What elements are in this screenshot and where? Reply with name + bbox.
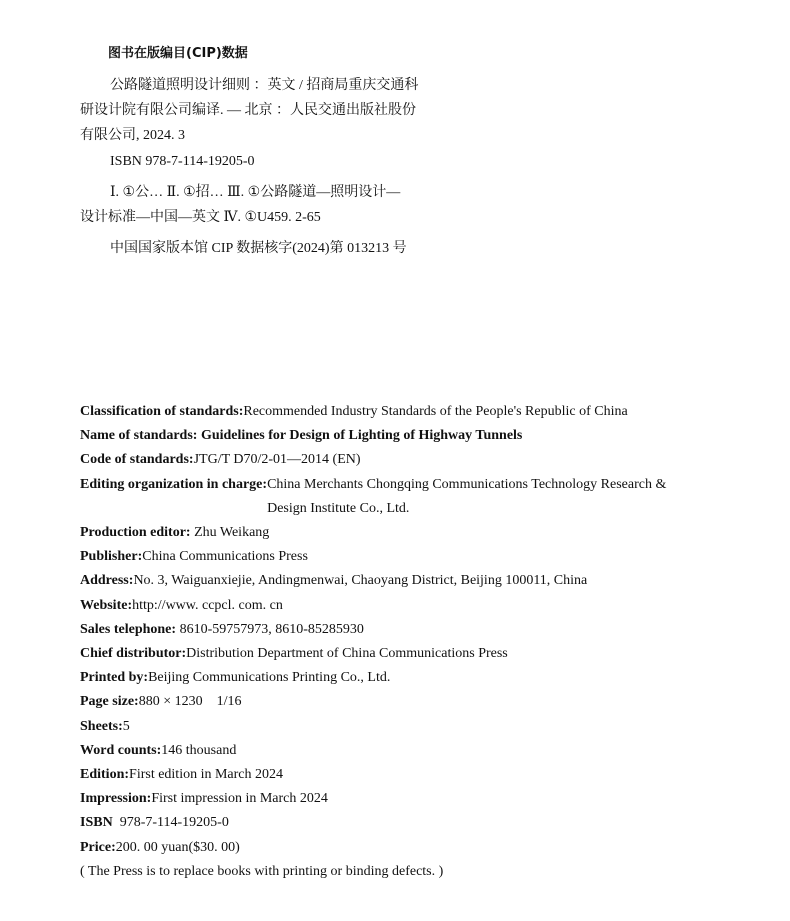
colophon-row-address bbox=[80, 569, 750, 593]
cip-classification-line: 设计标准—中国—英文 Ⅳ. ①U459. 2-65 bbox=[80, 210, 321, 225]
colophon-row-page-size bbox=[80, 690, 750, 714]
colophon-row-website bbox=[80, 594, 750, 618]
row-value: 146 thousand bbox=[161, 742, 237, 758]
colophon-row-publisher bbox=[80, 545, 750, 569]
row-value-line-1: China Merchants Chongqing Communications Technology Research & bbox=[267, 476, 667, 492]
row-label: Page size: bbox=[80, 694, 139, 710]
cip-paragraph-line: 公路隧道照明设计细则 ：英文 / 招商局重庆交通科 bbox=[110, 78, 419, 93]
colophon-row-word-counts bbox=[80, 739, 750, 763]
row-label: Chief distributor: bbox=[80, 646, 187, 662]
row-value: Recommended Industry Standards of the People's Republic of China bbox=[243, 404, 628, 419]
row-label: Edition: bbox=[80, 767, 130, 783]
row-value: First edition in March 2024 bbox=[129, 767, 284, 783]
row-value: 200. 00 yuan($30. 00) bbox=[115, 839, 240, 855]
row-label: Production editor: bbox=[80, 525, 191, 541]
colophon-row-impression bbox=[80, 787, 750, 811]
colophon-block bbox=[80, 400, 750, 884]
colophon-row-printed-by bbox=[80, 666, 750, 690]
cip-record-number: 中国国家版本馆 CIP 数据核字(2024)第 013213 号 bbox=[110, 241, 407, 256]
colophon-row-production-editor bbox=[80, 521, 750, 545]
row-value: Zhu Weikang bbox=[194, 525, 270, 541]
colophon-row-edition bbox=[80, 763, 750, 787]
cip-block bbox=[80, 44, 480, 261]
row-label: Code of standards: bbox=[80, 452, 194, 468]
row-value: 8610-59757973, 8610-85285930 bbox=[179, 621, 364, 637]
colophon-row-editing-organization bbox=[80, 473, 750, 521]
row-label: ISBN bbox=[80, 815, 113, 831]
colophon-row-chief-distributor bbox=[80, 642, 750, 666]
cip-isbn: ISBN 978-7-114-19205-0 bbox=[110, 154, 255, 169]
colophon-row-sheets bbox=[80, 715, 750, 739]
row-value: No. 3, Waiguanxiejie, Andingmenwai, Chaoyang District, Beijing 100011, China bbox=[133, 573, 588, 589]
row-label: Price: bbox=[80, 839, 116, 855]
row-value: China Communications Press bbox=[142, 549, 308, 565]
row-value: 5 bbox=[122, 718, 130, 734]
row-label: Impression: bbox=[80, 791, 152, 807]
row-label: Name of standards: bbox=[80, 428, 198, 444]
row-value: 978-7-114-19205-0 bbox=[119, 815, 229, 831]
row-value: Guidelines for Design of Lighting of Highway Tunnels bbox=[200, 428, 523, 444]
row-label: Printed by: bbox=[80, 670, 149, 686]
colophon-row-price bbox=[80, 836, 750, 860]
cip-paragraph-line: 研设计院有限公司编译. — 北京 ：人民交通出版社股份 bbox=[80, 103, 416, 118]
row-label: Sales telephone: bbox=[80, 621, 177, 637]
row-label: Classification of standards: bbox=[80, 404, 244, 419]
row-value: First impression in March 2024 bbox=[151, 791, 328, 807]
row-value: Distribution Department of China Communications Press bbox=[186, 646, 508, 662]
replacement-note: ( The Press is to replace books with printing or binding defects. ) bbox=[80, 863, 444, 879]
row-label: Publisher: bbox=[80, 549, 143, 565]
colophon-row-code bbox=[80, 448, 750, 472]
colophon-row-isbn bbox=[80, 811, 750, 835]
row-label: Sheets: bbox=[80, 718, 123, 734]
row-label: Address: bbox=[80, 573, 134, 589]
cip-heading: 图书在版编目(CIP)数据 bbox=[108, 46, 248, 61]
colophon-row-classification bbox=[80, 400, 750, 424]
colophon-row-name bbox=[80, 424, 750, 448]
row-value bbox=[267, 473, 717, 521]
row-label: Website: bbox=[80, 597, 133, 613]
row-label: Editing organization in charge: bbox=[80, 476, 268, 492]
cip-classification-line: Ⅰ. ①公… Ⅱ. ①招… Ⅲ. ①公路隧道—照明设计— bbox=[110, 185, 401, 200]
cip-paragraph-line: 有限公司, 2024. 3 bbox=[80, 128, 185, 143]
row-value: 880 × 1230 1/16 bbox=[138, 694, 242, 710]
row-value: JTG/T D70/2-01—2014 (EN) bbox=[193, 452, 361, 468]
row-value: http://www. ccpcl. com. cn bbox=[132, 597, 283, 613]
colophon-row-sales-telephone bbox=[80, 618, 750, 642]
row-value: Beijing Communications Printing Co., Ltd. bbox=[148, 670, 391, 686]
row-label: Word counts: bbox=[80, 742, 162, 758]
row-value-line-2: Design Institute Co., Ltd. bbox=[267, 500, 410, 516]
